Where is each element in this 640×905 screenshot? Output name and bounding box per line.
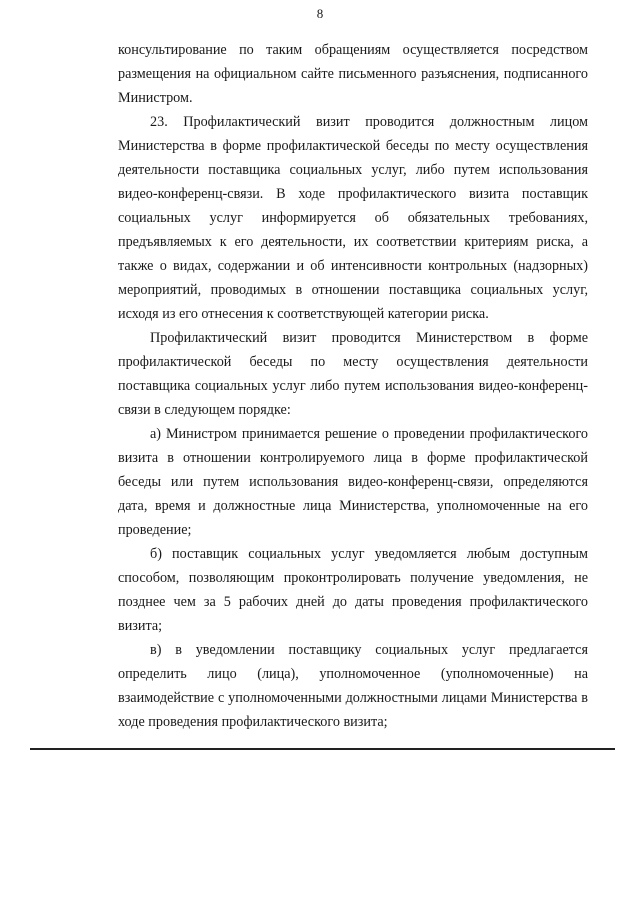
paragraph-visit-procedure: Профилактический визит проводится Министерством в форме профилактической беседы по месту осуществления деятельности поставщика социальных услуг либо путем использования видео-конференц-связи в следующем порядке: [118,330,588,418]
paragraph-subitem-a: а) Министром принимается решение о проведении профилактического визита в отношении контролируемого лица в форме профилактической беседы или путем использования видео-конференц-связи, определяются дата, время и должностные лица Министерства, уполномоченные на его проведение; [118,426,588,538]
paragraph-continuation: консультирование по таким обращениям осуществляется посредством размещения на официальном сайте письменного разъяснения, подписанного Министром. [118,42,588,106]
paragraph-subitem-v: в) в уведомлении поставщику социальных услуг предлагается определить лицо (лица), уполномоченное (уполномоченные) на взаимодействие с уполномоченными должностными лицами Министерства в ходе проведения профилактического визита; [118,642,588,730]
document-body [118,38,588,734]
paragraph-item-23: 23. Профилактический визит проводится должностным лицом Министерства в форме профилактической беседы по месту осуществления деятельности поставщика социальных услуг, либо путем использования видео-конференц-связи. В ходе профилактического визита поставщик социальных услуг информируется об обязательных требованиях, предъявляемых к его деятельности, их соответствии критериям риска, а также о видах, содержании и об интенсивности контрольных (надзорных) мероприятий, проводимых в отношении поставщика социальных услуг, исходя из его отнесения к соответствующей категории риска. [118,114,588,322]
paragraph-subitem-b: б) поставщик социальных услуг уведомляется любым доступным способом, позволяющим проконтролировать получение уведомления, не позднее чем за 5 рабочих дней до даты проведения профилактического визита; [118,546,588,634]
horizontal-rule [30,748,615,750]
page-number: 8 [316,6,324,21]
